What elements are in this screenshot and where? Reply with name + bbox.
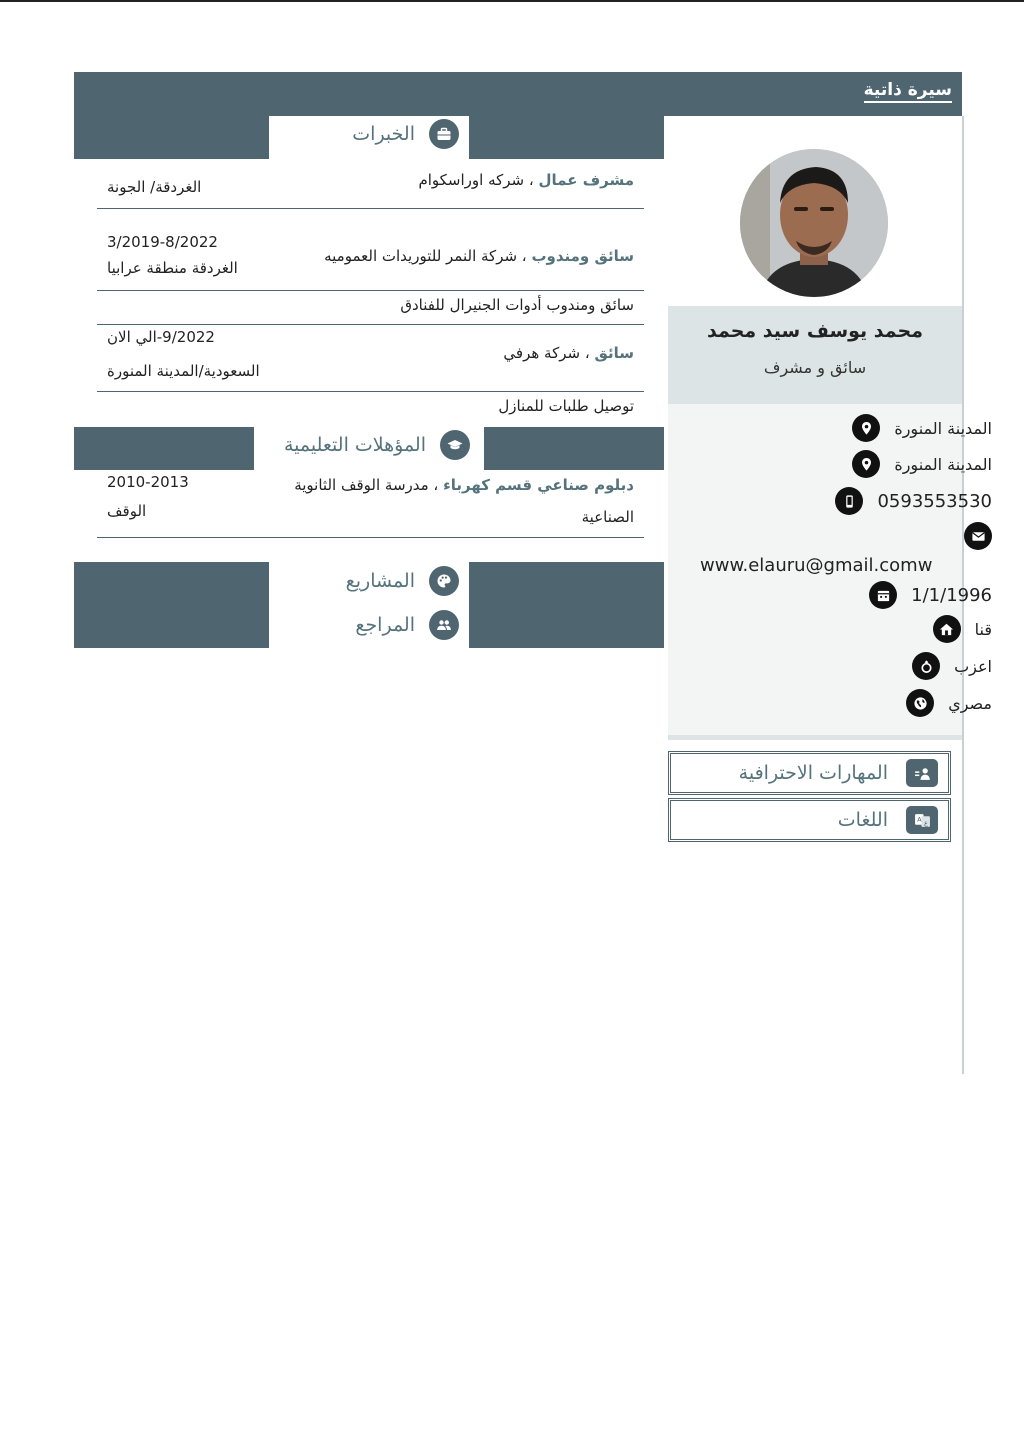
experience-section-header (269, 116, 469, 152)
contact-phone (835, 487, 992, 515)
contact-address-2 (852, 450, 992, 478)
ring-icon (912, 652, 940, 680)
contact-address-1 (852, 414, 992, 442)
experience-band-left (74, 116, 269, 159)
profile-name: محمد يوسف سيد محمد (707, 320, 923, 342)
education-location: الوقف (107, 502, 147, 520)
projects-title: المشاريع (345, 570, 415, 592)
nationality-text: مصري (948, 693, 992, 713)
graduation-cap-icon (440, 430, 470, 460)
contact-birthdate (869, 581, 992, 609)
profile-name-box (668, 306, 962, 404)
experience-heading (324, 247, 634, 265)
contact-email (964, 522, 992, 550)
experience-company: ، شركة هرفي (503, 344, 590, 362)
experience-title: الخبرات (352, 123, 415, 145)
palette-icon (429, 566, 459, 596)
experience-heading (418, 171, 634, 189)
briefcase-icon (429, 119, 459, 149)
svg-text:A: A (916, 815, 922, 824)
svg-text:ع: ع (923, 818, 928, 827)
experience-company: ، شركة النمر للتوريدات العموميه (324, 247, 527, 265)
experience-location: الغردقة/ الجونة (107, 178, 202, 196)
experience-note: سائق ومندوب أدوات الجنيرال للفنادق (400, 296, 634, 314)
references-section-header (269, 602, 469, 648)
experience-item (97, 160, 644, 209)
location-pin-icon (852, 450, 880, 478)
experience-role: سائق (594, 344, 634, 362)
projects-band-right (469, 562, 664, 648)
contact-hometown (933, 615, 992, 643)
experience-note: توصيل طلبات للمنازل (498, 397, 634, 415)
projects-section-header (269, 562, 469, 600)
projects-band-left (74, 562, 269, 648)
experience-dates: 9/2022-الي الان (107, 328, 215, 346)
home-icon (933, 615, 961, 643)
skills-section-header (668, 751, 951, 795)
education-item (97, 470, 644, 538)
top-border-line (0, 0, 1024, 2)
globe-icon (906, 689, 934, 717)
marital-text: اعزب (954, 656, 992, 676)
references-title: المراجع (355, 614, 415, 636)
email-text: www.elauru@gmail.comw (700, 555, 933, 576)
people-icon (429, 610, 459, 640)
experience-location: الغردقة منطقة عرابيا (107, 259, 238, 277)
phone-text: 0593553530 (877, 490, 992, 512)
contact-nationality (906, 689, 992, 717)
experience-heading (503, 344, 634, 362)
profile-job-title: سائق و مشرف (763, 358, 867, 377)
experience-note-row (97, 391, 644, 425)
education-degree: دبلوم صناعي قسم كهرباء (443, 476, 634, 494)
calendar-icon (869, 581, 897, 609)
hometown-text: قنا (974, 619, 992, 639)
education-school: ، مدرسة الوقف الثانوية (294, 476, 439, 494)
page-title: سيرة ذاتية (864, 80, 952, 103)
phone-icon (835, 487, 863, 515)
education-band-left (74, 427, 254, 470)
education-title: المؤهلات التعليمية (283, 434, 426, 456)
education-band-right (484, 427, 664, 470)
address-text: المدينة المنورة (894, 454, 992, 474)
contact-marital-status (912, 652, 992, 680)
birthdate-text: 1/1/1996 (911, 584, 992, 606)
experience-company: ، شركه اوراسكوام (418, 171, 534, 189)
education-section-header (254, 427, 480, 463)
experience-note-row (97, 290, 644, 325)
education-dates: 2010-2013 (107, 473, 189, 491)
experience-item (97, 324, 644, 392)
sidebar-separator (668, 735, 962, 740)
skills-title: المهارات الاحترافية (738, 762, 888, 784)
experience-dates: 3/2019-8/2022 (107, 233, 218, 251)
translate-icon (906, 806, 938, 834)
languages-title: اللغات (837, 809, 888, 831)
experience-role: سائق ومندوب (531, 247, 634, 265)
experience-item (97, 226, 644, 291)
languages-section-header (668, 798, 951, 842)
person-card-icon (906, 759, 938, 787)
profile-photo (740, 149, 888, 297)
experience-role: مشرف عمال (538, 171, 634, 189)
location-pin-icon (852, 414, 880, 442)
education-school-cont: الصناعية (581, 508, 634, 526)
mail-icon (964, 522, 992, 550)
experience-location: السعودية/المدينة المنورة (107, 362, 260, 380)
experience-band-right (469, 116, 664, 159)
header-bar (74, 72, 962, 116)
address-text: المدينة المنورة (894, 418, 992, 438)
education-heading (294, 476, 634, 494)
